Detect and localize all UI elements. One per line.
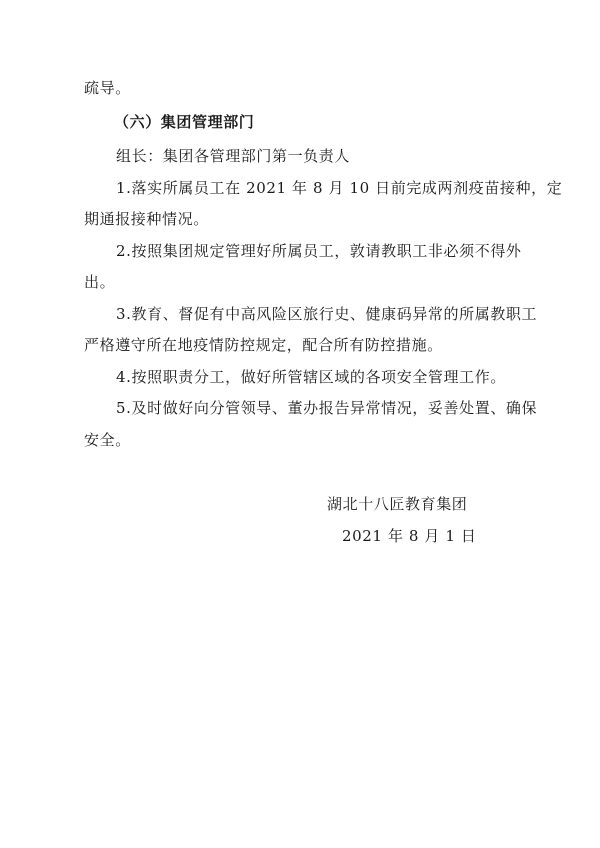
item-1-line-1: 1.落实所属员工在 2021 年 8 月 10 日前完成两剂疫苗接种，定 (116, 179, 563, 197)
item-3-line-2: 严格遵守所在地疫情防控规定，配合所有防控措施。 (84, 336, 443, 354)
signature-date: 2021 年 8 月 1 日 (342, 527, 477, 545)
text-line-continuation: 疏导。 (84, 79, 131, 97)
item-5-line-1: 5.及时做好向分管领导、董办报告异常情况，妥善处置、确保 (116, 399, 538, 417)
item-5-line-2: 安全。 (84, 431, 131, 449)
item-2-line-2: 出。 (84, 273, 116, 291)
item-4-line-1: 4.按照职责分工，做好所管辖区域的各项安全管理工作。 (116, 368, 506, 386)
signature-organization: 湖北十八匠教育集团 (327, 495, 468, 513)
team-leader-line: 组长：集团各管理部门第一负责人 (116, 147, 351, 165)
item-2-line-1: 2.按照集团规定管理好所属员工，敦请教职工非必须不得外 (116, 242, 522, 260)
item-1-line-2: 期通报接种情况。 (84, 210, 209, 228)
section-heading: （六）集团管理部门 (114, 113, 255, 131)
item-3-line-1: 3.教育、督促有中高风险区旅行史、健康码异常的所属教职工 (116, 305, 538, 323)
